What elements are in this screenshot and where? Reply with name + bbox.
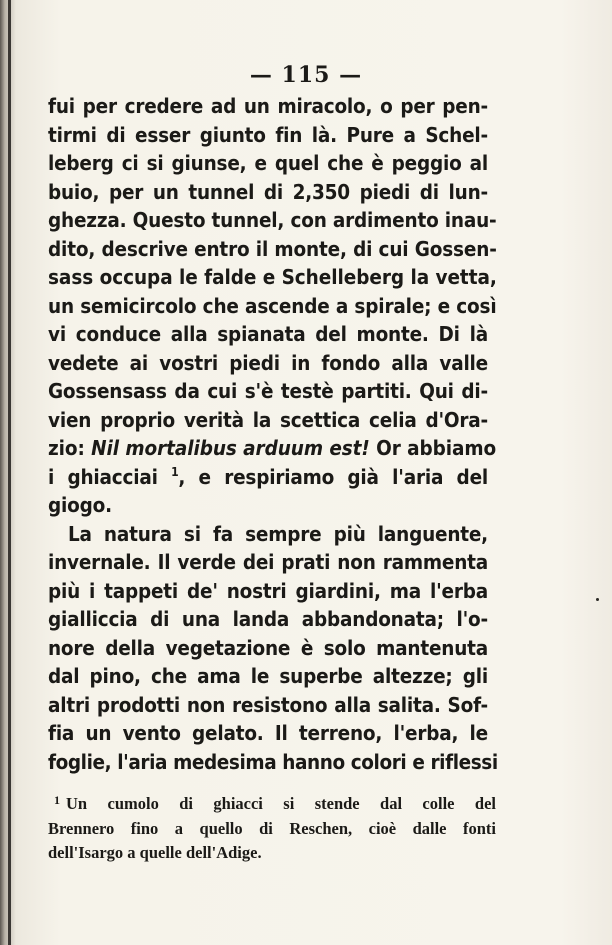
footnote-line bbox=[48, 788, 496, 817]
text-line: ghezza. Questo tunnel, con ardimento inau- bbox=[48, 208, 497, 232]
footnote-reference: 1 bbox=[171, 464, 179, 479]
text-line: vi conduce alla spianata del monte. Di là bbox=[48, 322, 488, 346]
text-line: giogo. bbox=[48, 493, 112, 517]
line-text: Or abbiamo bbox=[369, 436, 497, 460]
footnote-text: Un cumolo di ghiacci si stende dal colle del bbox=[66, 794, 496, 813]
text-line: fia un vento gelato. Il terreno, l'erba, le bbox=[48, 721, 488, 745]
text-line: vien proprio verità la scettica celia d'Ora- bbox=[48, 407, 488, 432]
ink-speck bbox=[596, 598, 599, 601]
text-line: foglie, l'aria medesima hanno colori e riflessi bbox=[48, 749, 498, 774]
text-line: invernale. Il verde dei prati non rammenta bbox=[48, 550, 488, 574]
text-line: sass occupa le falde e Schelleberg la vetta, bbox=[48, 265, 497, 289]
line-text: , e respiriamo già l'aria del bbox=[178, 464, 488, 489]
line-text: i ghiacciai bbox=[48, 464, 172, 489]
text-line bbox=[48, 463, 488, 492]
main-text bbox=[48, 92, 498, 776]
text-line: altri prodotti non resistono alla salita. Sof- bbox=[48, 692, 488, 717]
page-number: — 115 — bbox=[249, 62, 363, 88]
footnote-marker: 1 bbox=[54, 793, 60, 807]
text-line: un semicircolo che ascende a spirale; e così bbox=[48, 293, 497, 318]
text-line: nore della vegetazione è solo mantenuta bbox=[48, 635, 488, 660]
text-line: dal pino, che ama le superbe altezze; gli bbox=[48, 664, 488, 688]
text-line: buio, per un tunnel di 2,350 piedi di lun- bbox=[48, 179, 488, 204]
footnote-line: dell'Isargo a quelle dell'Adige. bbox=[48, 843, 262, 862]
text-line: tirmi di esser giunto fin là. Pure a Schel- bbox=[48, 122, 488, 147]
text-line: Gossensass da cui s'è testè partiti. Qui di- bbox=[48, 379, 488, 403]
binding-edge bbox=[8, 0, 11, 945]
text-line: leberg ci si giunse, e quel che è peggio al bbox=[48, 151, 488, 175]
footnote bbox=[48, 788, 496, 866]
text-line: gialliccia di una landa abbandonata; l'o- bbox=[48, 607, 488, 631]
text-line: La natura si fa sempre più languente, bbox=[68, 521, 488, 546]
line-text: zio: bbox=[48, 436, 92, 460]
footnote-line: Brennero fino a quello di Reschen, cioè dalle fonti bbox=[48, 818, 496, 838]
text-line: dito, descrive entro il monte, di cui Gossen- bbox=[48, 236, 497, 261]
latin-quote: Nil mortalibus arduum est! bbox=[91, 436, 370, 460]
text-line: più i tappeti de' nostri giardini, ma l'erba bbox=[48, 578, 488, 603]
text-line bbox=[48, 434, 497, 463]
text-line: fui per credere ad un miracolo, o per pen- bbox=[48, 94, 488, 118]
text-line: vedete ai vostri piedi in fondo alla valle bbox=[48, 350, 488, 375]
